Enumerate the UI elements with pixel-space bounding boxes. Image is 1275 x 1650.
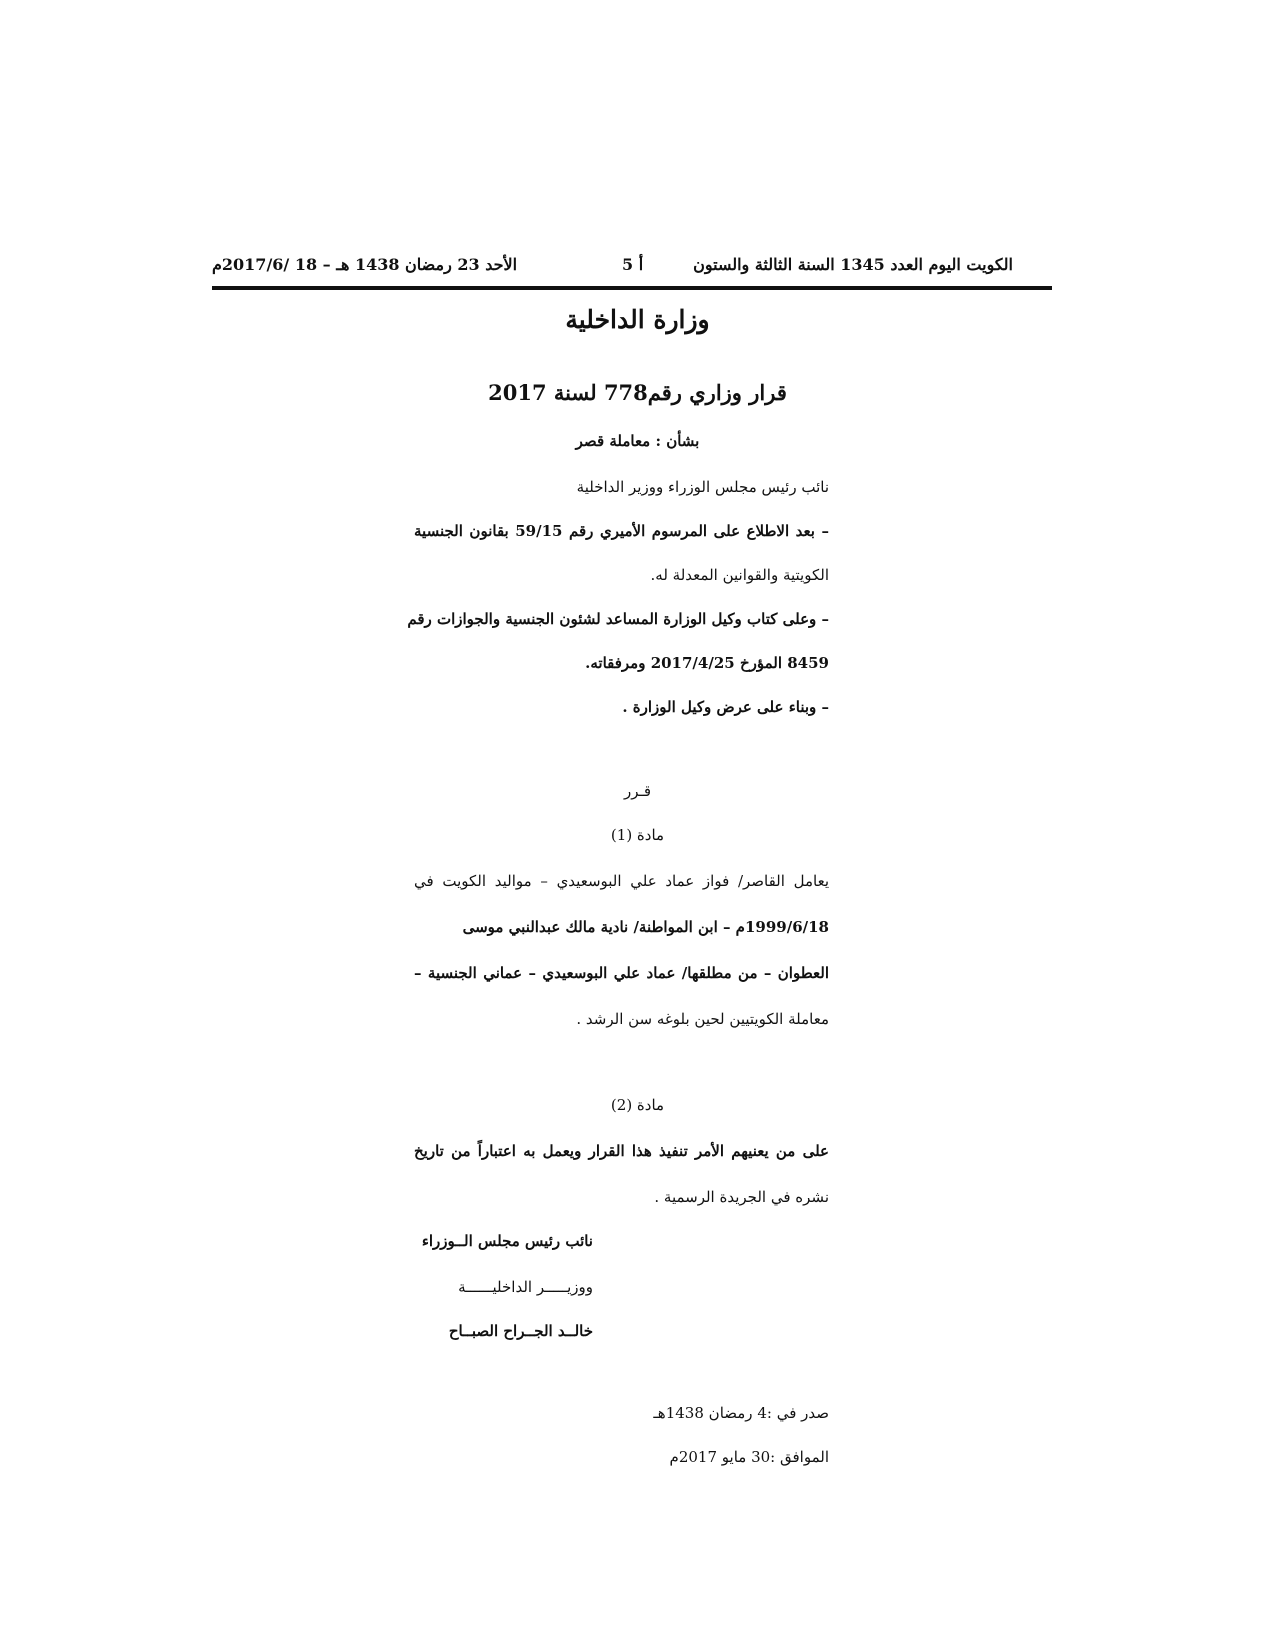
issuing-authority: نائب رئيس مجلس الوزراء ووزير الداخلية — [576, 478, 829, 496]
gazette-header: الكويت اليوم العدد 1345 السنة الثالثة والستون — [693, 255, 1013, 274]
article-1-line-1: يعامل القاصر/ فواز عماد علي البوسعيدي – مواليد الكويت في — [414, 872, 829, 890]
ministry-title: وزارة الداخلية — [565, 305, 710, 334]
article-1-line-4: معاملة الكويتيين لحين بلوغه سن الرشد . — [576, 1010, 829, 1028]
issued-hijri-date: صدر في :4 رمضان 1438هـ — [653, 1404, 829, 1422]
page-number: أ 5 — [622, 255, 644, 274]
article-2-title: مادة (2) — [610, 1096, 665, 1114]
issue-date: الأحد 23 رمضان 1438 هـ – 18 /2017/6م — [212, 255, 518, 274]
signature-title-2: ووزيـــــر الداخليــــــة — [458, 1278, 593, 1296]
preamble-line-1: – بعد الاطلاع على المرسوم الأميري رقم 59/15 بقانون الجنسية — [414, 522, 829, 540]
article-1-line-3: العطوان – من مطلقها/ عماد علي البوسعيدي – عماني الجنسية – — [414, 964, 829, 982]
decree-title: قرار وزاري رقم778 لسنة 2017 — [488, 380, 787, 405]
preamble-line-3: – وعلى كتاب وكيل الوزارة المساعد لشئون الجنسية والجوازات رقم — [407, 610, 829, 628]
article-2-line-1: على من يعنيهم الأمر تنفيذ هذا القرار ويعمل به اعتباراً من تاريخ — [414, 1142, 829, 1160]
issued-gregorian-date: الموافق :30 مايو 2017م — [669, 1448, 829, 1466]
preamble-line-2: الكويتية والقوانين المعدلة له. — [650, 566, 829, 584]
article-1-title: مادة (1) — [610, 826, 665, 844]
preamble-line-5: – وبناء على عرض وكيل الوزارة . — [622, 698, 829, 716]
preamble-line-4: 8459 المؤرخ 2017/4/25 ومرفقاته. — [585, 654, 829, 672]
header-rule — [212, 286, 1052, 290]
signature-title-1: نائب رئيس مجلس الــوزراء — [421, 1232, 593, 1250]
article-2-line-2: نشره في الجريدة الرسمية . — [654, 1188, 829, 1206]
article-1-line-2: 1999/6/18م – ابن المواطنة/ نادية مالك عبدالنبي موسى — [462, 918, 829, 936]
decided-heading: قـرر — [623, 782, 652, 800]
decree-subject: بشأن : معاملة قصر — [575, 432, 700, 450]
signatory-name: خالــد الجــراح الصبــاح — [448, 1322, 593, 1340]
